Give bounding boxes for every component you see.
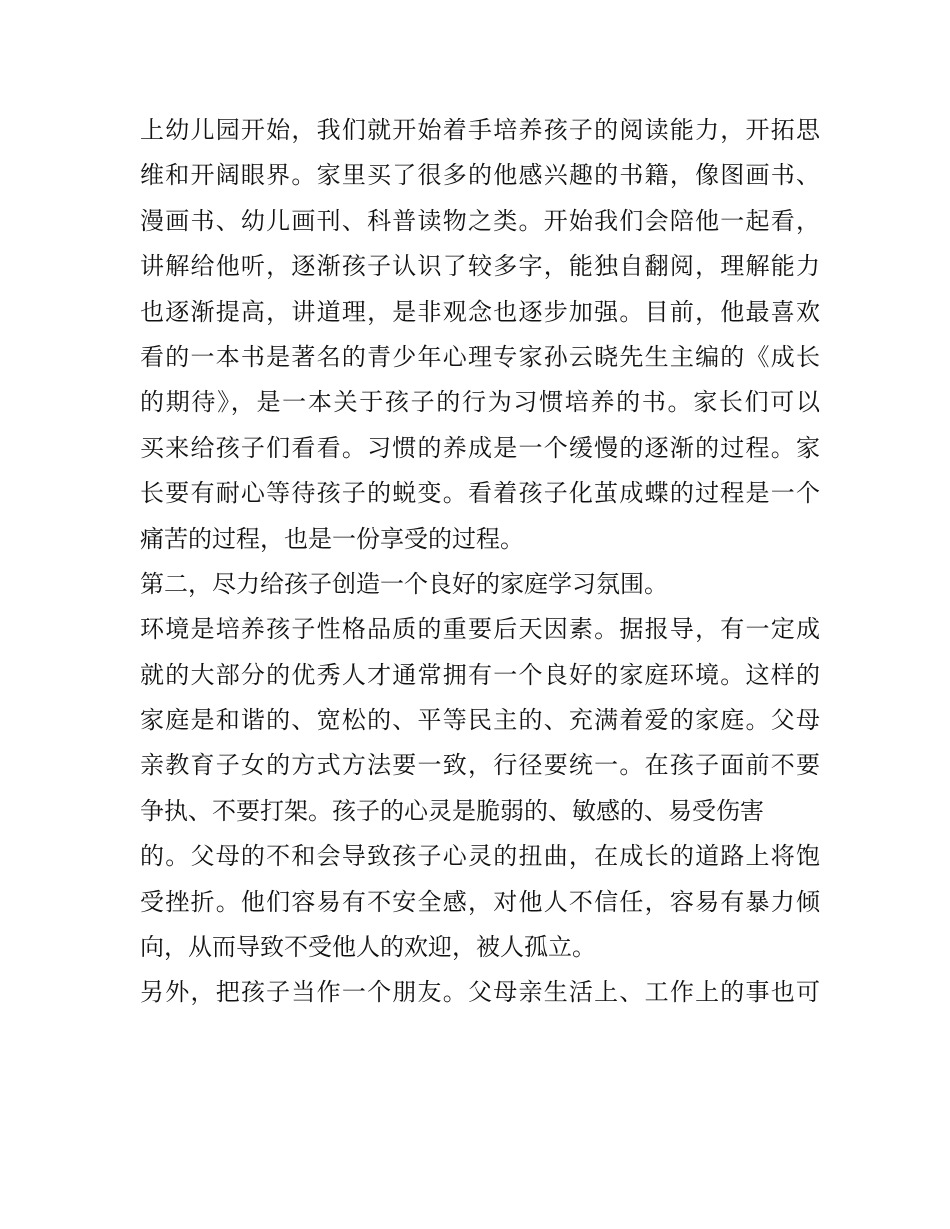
text-line: 亲教育子女的方式方法要一致，行径要统一。在孩子面前不要 — [140, 751, 820, 780]
text-line: 向，从而导致不受他人的欢迎，被人孤立。 — [140, 933, 596, 962]
text-line: 环境是培养孩子性格品质的重要后天因素。据报导，有一定成 — [140, 615, 820, 644]
text-line: 维和开阔眼界。家里买了很多的他感兴趣的书籍，像图画书、 — [140, 161, 820, 190]
text-line: 的。父母的不和会导致孩子心灵的扭曲，在成长的道路上将饱 — [140, 842, 820, 871]
text-line: 受挫折。他们容易有不安全感，对他人不信任，容易有暴力倾 — [140, 887, 820, 916]
text-line: 买来给孩子们看看。习惯的养成是一个缓慢的逐渐的过程。家 — [140, 433, 820, 462]
text-line: 家庭是和谐的、宽松的、平等民主的、充满着爱的家庭。父母 — [140, 706, 820, 735]
text-line: 漫画书、幼儿画刊、科普读物之类。开始我们会陪他一起看， — [140, 206, 820, 235]
text-line: 讲解给他听，逐渐孩子认识了较多字，能独自翻阅，理解能力 — [140, 252, 820, 281]
text-line: 痛苦的过程，也是一份享受的过程。 — [140, 524, 524, 553]
text-line: 上幼儿园开始，我们就开始着手培养孩子的阅读能力，开拓思 — [140, 116, 820, 144]
text-line: 另外，把孩子当作一个朋友。父母亲生活上、工作上的事也可 — [140, 978, 820, 1007]
text-line: 的期待》，是一本关于孩子的行为习惯培养的书。家长们可以 — [140, 388, 820, 417]
text-line: 第二，尽力给孩子创造一个良好的家庭学习氛围。 — [140, 569, 668, 598]
text-line: 也逐渐提高，讲道理，是非观念也逐步加强。目前，他最喜欢 — [140, 297, 820, 326]
text-line: 就的大部分的优秀人才通常拥有一个良好的家庭环境。这样的 — [140, 660, 820, 689]
text-line: 看的一本书是著名的青少年心理专家孙云晓先生主编的《成长 — [140, 342, 820, 371]
body-text — [140, 108, 820, 1016]
text-line: 争执、不要打架。孩子的心灵是脆弱的、敏感的、易受伤害 — [140, 796, 764, 825]
text-line: 长要有耐心等待孩子的蜕变。看着孩子化茧成蝶的过程是一个 — [140, 479, 820, 508]
